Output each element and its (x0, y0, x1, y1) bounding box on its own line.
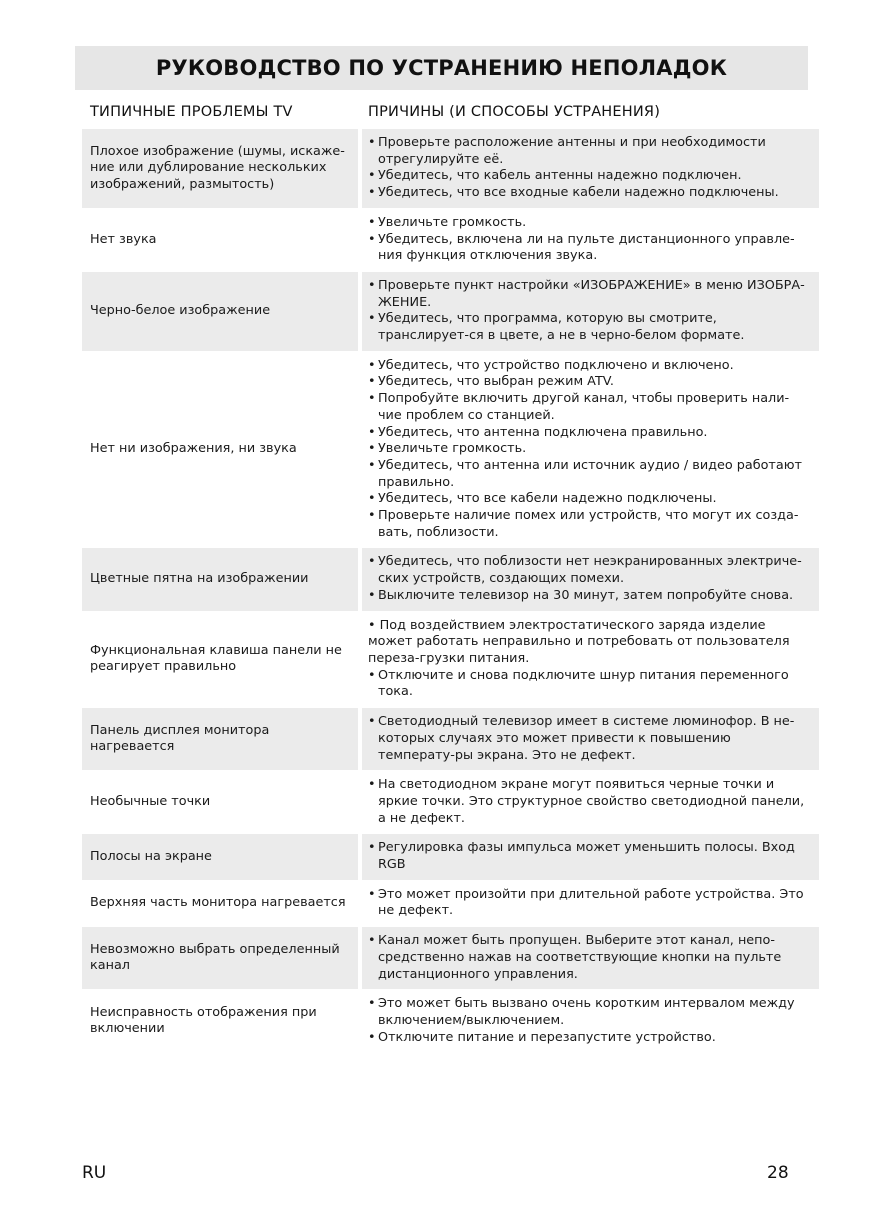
problem-cell (82, 612, 358, 708)
problem-cell (82, 708, 358, 770)
cause-item: • Убедитесь, что все входные кабели надежно подключены. (368, 185, 811, 202)
cause-item: • Убедитесь, что кабель антенны надежно подключен. (368, 168, 811, 185)
problem-cell (82, 927, 358, 989)
cause-item: • Убедитесь, что поблизости нет неэкранированных электриче-ских устройств, создающих помехи. (368, 554, 811, 587)
cause-item: • Выключите телевизор на 30 минут, затем попробуйте снова. (368, 588, 811, 605)
table-row (82, 881, 819, 926)
causes-cell (362, 612, 819, 708)
problem-text: Необычные точки (90, 794, 211, 809)
causes-cell (362, 881, 819, 926)
cause-item: • Убедитесь, что выбран режим ATV. (368, 374, 811, 391)
cause-item: • На светодиодном экране могут появиться черные точки и яркие точки. Это структурное свойство светодиодной панели, а не дефект. (368, 777, 811, 827)
cause-item: • Проверьте наличие помех или устройств, что могут их созда-вать, поблизости. (368, 508, 811, 541)
causes-cell (362, 990, 819, 1052)
causes-cell (362, 708, 819, 770)
footer-language: RU (82, 1163, 107, 1183)
cause-item: • Попробуйте включить другой канал, чтобы проверить нали-чие проблем со станцией. (368, 391, 811, 424)
cause-item: • Это может быть вызвано очень коротким интервалом между включением/выключением. (368, 996, 811, 1029)
problem-cell (82, 209, 358, 271)
problem-text: Невозможно выбрать определенный канал (90, 941, 340, 974)
column-headers (82, 104, 819, 126)
problem-cell (82, 834, 358, 879)
problem-text: Неисправность отображения при включении (90, 1004, 317, 1037)
problem-cell (82, 272, 358, 351)
cause-item: • Под воздействием электростатического заряда изделие может работать неправильно и потребовать от пользователя переза-грузки питания. (368, 617, 790, 666)
causes-cell (362, 548, 819, 610)
cause-item: • Отключите и снова подключите шнур питания переменного тока. (368, 668, 811, 701)
troubleshooting-table (82, 129, 819, 1053)
problem-text: Полосы на экране (90, 848, 212, 864)
problem-cell (82, 881, 358, 926)
table-row (82, 612, 819, 708)
cause-item: • Увеличьте громкость. (368, 441, 811, 458)
table-row (82, 548, 819, 610)
problem-column-header: ТИПИЧНЫЕ ПРОБЛЕМЫ TV (90, 104, 293, 120)
problem-text: Верхняя часть монитора нагревается (90, 895, 346, 911)
table-row (82, 990, 819, 1052)
page-title: РУКОВОДСТВО ПО УСТРАНЕНИЮ НЕПОЛАДОК (155, 56, 728, 80)
title-banner (75, 46, 808, 90)
cause-item: • Светодиодный телевизор имеет в системе люминофор. В не-которых случаях это может привести к повышению температу-ры экрана. Это не дефект. (368, 714, 811, 764)
causes-cell (362, 834, 819, 879)
cause-item: • Увеличьте громкость. (368, 215, 811, 232)
causes-cell (362, 771, 819, 833)
table-row (82, 352, 819, 548)
problem-text: Цветные пятна на изображении (90, 571, 309, 587)
causes-cell (362, 352, 819, 548)
cause-item: • Канал может быть пропущен. Выберите этот канал, непо-средственно нажав на соответствующие кнопки на пульте дистанционного управления. (368, 933, 811, 983)
table-row (82, 209, 819, 271)
causes-cell (362, 272, 819, 351)
table-row (82, 129, 819, 208)
problem-cell (82, 129, 358, 208)
cause-item: • Убедитесь, что антенна или источник аудио / видео работают правильно. (368, 458, 811, 491)
cause-item: • Убедитесь, что программа, которую вы смотрите, транслирует-ся в цвете, а не в черно-белом формате. (368, 311, 811, 344)
problem-cell (82, 771, 358, 833)
problem-text: Плохое изображение (шумы, искаже-ние или дублирование нескольких изображений, размытость) (90, 143, 345, 192)
causes-cell (362, 927, 819, 989)
cause-item: • Убедитесь, что антенна подключена правильно. (368, 425, 811, 442)
page-number: 28 (767, 1163, 789, 1183)
table-row (82, 272, 819, 351)
problem-text: Черно-белое изображение (90, 303, 271, 319)
cause-item: • Регулировка фазы импульса может уменьшить полосы. Вход RGB (368, 840, 811, 873)
cause-item: • Отключите питание и перезапустите устройство. (368, 1030, 811, 1047)
cause-item: • Убедитесь, включена ли на пульте дистанционного управле-ния функция отключения звука. (368, 232, 811, 265)
problem-cell (82, 352, 358, 548)
cause-item: • Убедитесь, что все кабели надежно подключены. (368, 491, 811, 508)
cause-item: • Убедитесь, что устройство подключено и включено. (368, 358, 811, 375)
problem-text: Панель дисплея монитора нагревается (90, 722, 270, 755)
cause-item: • Проверьте расположение антенны и при необходимости отрегулируйте её. (368, 135, 811, 168)
cause-item: • Проверьте пункт настройки «ИЗОБРАЖЕНИЕ» в меню ИЗОБРА-ЖЕНИЕ. (368, 278, 811, 311)
cause-item: • Это может произойти при длительной работе устройства. Это не дефект. (368, 887, 811, 920)
table-row (82, 708, 819, 770)
problem-cell (82, 548, 358, 610)
problem-text: Нет ни изображения, ни звука (90, 441, 297, 457)
problem-cell (82, 990, 358, 1052)
causes-column-header: ПРИЧИНЫ (И СПОСОБЫ УСТРАНЕНИЯ) (368, 104, 661, 120)
causes-cell (362, 209, 819, 271)
causes-cell (362, 129, 819, 208)
table-row (82, 927, 819, 989)
table-row (82, 771, 819, 833)
problem-text: Нет звука (90, 231, 157, 247)
table-row (82, 834, 819, 879)
problem-text: Функциональная клавиша панели не реагирует правильно (90, 642, 342, 675)
